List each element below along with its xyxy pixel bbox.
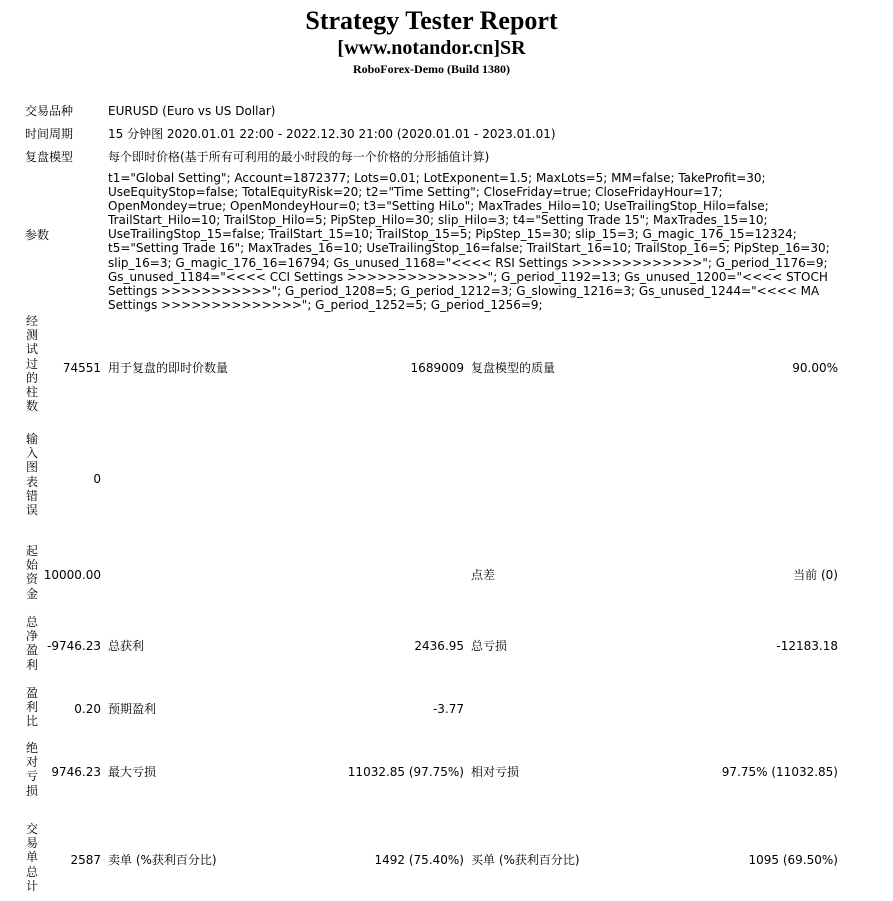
payoff-value: -3.77: [432, 702, 464, 716]
params-value: t1="Global Setting"; Account=1872377; Lots=0.01; LotExponent=1.5; MaxLots=5; MM=false; TakeProfit=30; UseEquityStop=false; TotalEquityRisk=20; t2="Time Setting"; CloseFriday=true; CloseFridayHour=17; OpenMondey=true; OpenMondeyHour=0; t3="Setting HiLo"; MaxTrades_Hilo=10; UseTrailingStop_Hilo=false; TrailStart_Hilo=10; TrailStop_Hilo=5; PipStep_Hilo=30; slip_Hilo=3; t4="Setting Trade 15"; MaxTrades_15=10; UseTrailingStop_15=false; TrailStart_15=10; TrailStop_15=5; PipStep_15=30; slip_15=3; G_magic_176_15=12324; t5="Setting Trade 16"; MaxTrades_16=10; UseTrailingStop_16=false; TrailStart_16=10; TrailStop_16=5; PipStep_16=30; slip_16=3; G_magic_176_16=16794; Gs_unused_1168="<<<< RSI Settings >>>>>>>>>>>>>"; G_period_1176=9; Gs_unused_1184="<<<< CCI Settings >>>>>>>>>>>>>>"; G_period_1192=13; Gs_unused_1200="<<<< STOCH Settings >>>>>>>>>>>"; G_period_1208=5; G_period_1212=3; G_slowing_1216=3; Gs_unused_1244="<<<< MA Settings >>>>>>>>>>>>>>"; G_period_1252=5; G_period_1256=9;: [108, 171, 830, 312]
bars-value: 74551: [62, 361, 101, 375]
model-value: 每个即时价格(基于所有可利用的最小时段的每一个价格的分形插值计算): [108, 150, 490, 164]
spread-value: 当前 (0): [793, 568, 838, 582]
errors-value: 0: [93, 472, 101, 486]
symbol-label: 交易品种: [25, 104, 74, 118]
spread-label: 点差: [471, 568, 496, 582]
short-label: 卖单 (%获利百分比): [108, 853, 217, 867]
netprofit-label: 总净盈利: [25, 615, 38, 672]
params-label: 参数: [25, 228, 50, 242]
reldd-value: 97.75% (11032.85): [721, 765, 838, 779]
absdd-value: 9746.23: [51, 765, 101, 779]
grossprofit-value: 2436.95: [414, 639, 464, 653]
bars-label: 经测试过的柱数: [25, 314, 38, 414]
trades-value: 2587: [70, 853, 101, 867]
maxdd-value: 11032.85 (97.75%): [347, 765, 464, 779]
grossloss-label: 总亏损: [471, 639, 508, 653]
reldd-label: 相对亏损: [471, 765, 520, 779]
payoff-label: 预期盈利: [108, 702, 157, 716]
pf-label: 盈利比: [25, 686, 38, 729]
period-value: 15 分钟图 2020.01.01 22:00 - 2022.12.30 21:00 (2020.01.01 - 2023.01.01): [108, 127, 556, 141]
maxdd-label: 最大亏损: [108, 765, 157, 779]
trades-label: 交易单总计: [25, 822, 38, 893]
ticks-label: 用于复盘的即时价数量: [108, 361, 229, 375]
long-label: 买单 (%获利百分比): [471, 853, 580, 867]
report-title: Strategy Tester Report: [305, 6, 558, 35]
pf-value: 0.20: [74, 702, 101, 716]
quality-label: 复盘模型的质量: [471, 361, 556, 375]
errors-label: 输入图表错误: [25, 432, 38, 518]
long-value: 1095 (69.50%): [748, 853, 838, 867]
period-label: 时间周期: [25, 127, 74, 141]
ticks-value: 1689009: [410, 361, 464, 375]
short-value: 1492 (75.40%): [374, 853, 464, 867]
netprofit-value: -9746.23: [47, 639, 101, 653]
grossprofit-label: 总获利: [108, 639, 145, 653]
deposit-value: 10000.00: [43, 568, 101, 582]
model-label: 复盘模型: [25, 150, 74, 164]
report-subtitle: [www.notandor.cn]SR: [337, 37, 526, 59]
symbol-value: EURUSD (Euro vs US Dollar): [108, 104, 276, 118]
deposit-label: 起始资金: [25, 544, 38, 601]
report-build: RoboForex-Demo (Build 1380): [352, 62, 511, 76]
grossloss-value: -12183.18: [776, 639, 838, 653]
absdd-label: 绝对亏损: [25, 741, 38, 798]
quality-value: 90.00%: [792, 361, 838, 375]
